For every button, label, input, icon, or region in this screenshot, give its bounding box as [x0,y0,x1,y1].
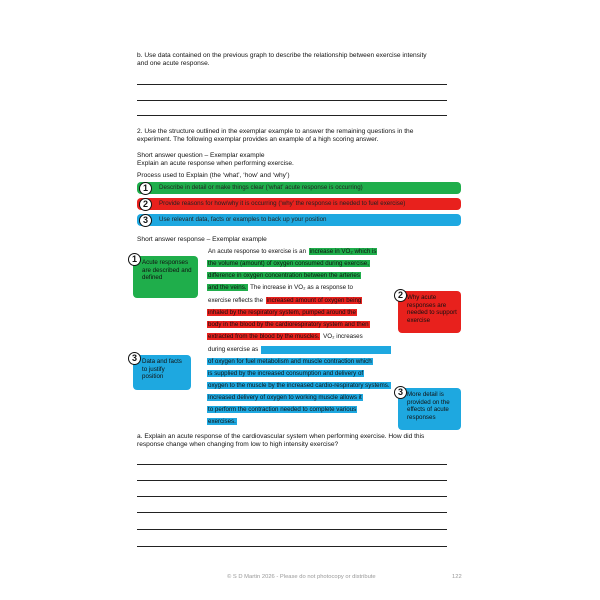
answer-line[interactable] [137,115,447,116]
answer-line[interactable] [137,480,447,481]
callout-2 [398,291,461,333]
response-line-15 [205,417,239,427]
response-green: increase in VO₂ which is [309,248,377,255]
question-a-line1: a. Explain an acute response of the cardiovascular system when performing exercise. How did this [137,433,425,440]
response-line-4 [205,283,356,293]
response-plain: The increase in VO₂ as a response to [248,284,353,291]
response-red: inhaled by the respiratory system, pumped around the [208,309,356,316]
response-blue: is supplied by the increased consumption and delivery of [208,370,364,377]
number-2-icon: 2 [139,198,152,211]
response-green: difference in oxygen concentration between the arteries [208,272,360,279]
number-1-icon: 1 [128,253,141,266]
response-red: increased amount of oxygen being [266,297,362,304]
response-line-10 [205,357,375,367]
process-step-1-text: Describe in detail or make things clear (‘what’ acute response is occurring) [159,184,363,191]
response-plain: VO₂ increases [321,333,363,340]
answer-line[interactable] [137,100,447,101]
footer-copyright: © S D Martin 2026 - Please do not photocopy or distribute [227,574,376,580]
number-1-icon: 1 [139,182,152,195]
response-line-5 [205,296,364,306]
exemplar-block [137,152,294,168]
question-b-line2: and one acute response. [137,60,210,67]
answer-line[interactable] [137,512,447,513]
callout-2-text: Why acute responses are needed to support exercise [407,294,457,324]
response-line-12 [205,381,393,391]
number-3-icon: 3 [128,352,141,365]
response-line-3 [205,271,363,281]
response-plain: exercise reflects the [208,297,265,304]
answer-line[interactable] [137,529,447,530]
process-step-1 [137,182,461,194]
response-plain: An acute response to exercise is an [208,248,308,255]
response-red: body in the blood by the cardiorespiratory system and then [208,321,369,328]
question-a [137,433,424,449]
page-number: 122 [452,574,462,580]
number-3-icon: 3 [139,214,152,227]
number-3-icon: 3 [394,386,407,399]
exemplar-question: Explain an acute response when performing exercise. [137,160,294,167]
callout-4 [398,388,461,430]
response-line-7 [205,320,372,330]
response-green: and the veins. [208,284,247,291]
response-line-13 [205,393,365,403]
number-2-icon: 2 [394,289,407,302]
callout-3-text: Data and facts to justify position [142,358,182,380]
answer-line[interactable] [137,496,447,497]
response-line-11 [205,369,366,379]
process-step-3-text: Use relevant data, facts or examples to back up your position [159,216,327,223]
response-plain: during exercise as [208,346,260,353]
question-b [137,52,427,68]
response-blue: Increased delivery of oxygen to working muscle allows it [208,394,362,401]
response-blue: oxygen to the muscle by the increased cardio-respiratory systems. [208,382,390,389]
answer-line[interactable] [137,546,447,547]
response-line-6 [205,308,359,318]
process-step-3 [137,214,461,226]
response-line-2 [205,259,372,269]
response-blue: exercises. [208,418,236,425]
question-b-line1: b. Use data contained on the previous graph to describe the relationship between exercise intensity [137,52,427,59]
callout-3 [133,355,191,390]
question-2-line1: 2. Use the structure outlined in the exemplar example to answer the remaining questions in the [137,128,414,135]
response-blue: to perform the contraction needed to complete various [208,406,357,413]
exemplar-title: Short answer question – Exemplar example [137,152,265,159]
process-step-2 [137,198,461,210]
answer-line[interactable] [137,464,447,465]
response-heading: Short answer response – Exemplar example [137,236,267,243]
question-2 [137,128,413,144]
response-green: the volume (amount) of oxygen consumed during exercise, [208,260,369,267]
response-line-14 [205,405,359,415]
response-line-9 [205,345,393,355]
callout-4-text: More detail is provided on the effects of acute responses [407,391,450,421]
response-line-1 [205,247,379,257]
process-step-2-text: Provide reasons for how/why it is occurring (‘why’ the response is needed to fuel exercise) [159,200,406,207]
response-blue: of oxygen for fuel metabolism and muscle contraction which [208,358,372,365]
answer-line[interactable] [137,84,447,85]
response-red: extracted from the blood by the muscles. [208,333,320,340]
question-2-line2: experiment. The following exemplar provides an example of a high scoring answer. [137,136,379,143]
question-a-line2: response change when changing from low to high intensity exercise? [137,441,339,448]
callout-1 [133,256,198,298]
process-heading: Process used to Explain (the ‘what’, ‘how’ and ‘why’) [137,172,290,179]
callout-1-text: Acute responses are described and defined [142,259,192,281]
response-line-8 [205,332,366,342]
